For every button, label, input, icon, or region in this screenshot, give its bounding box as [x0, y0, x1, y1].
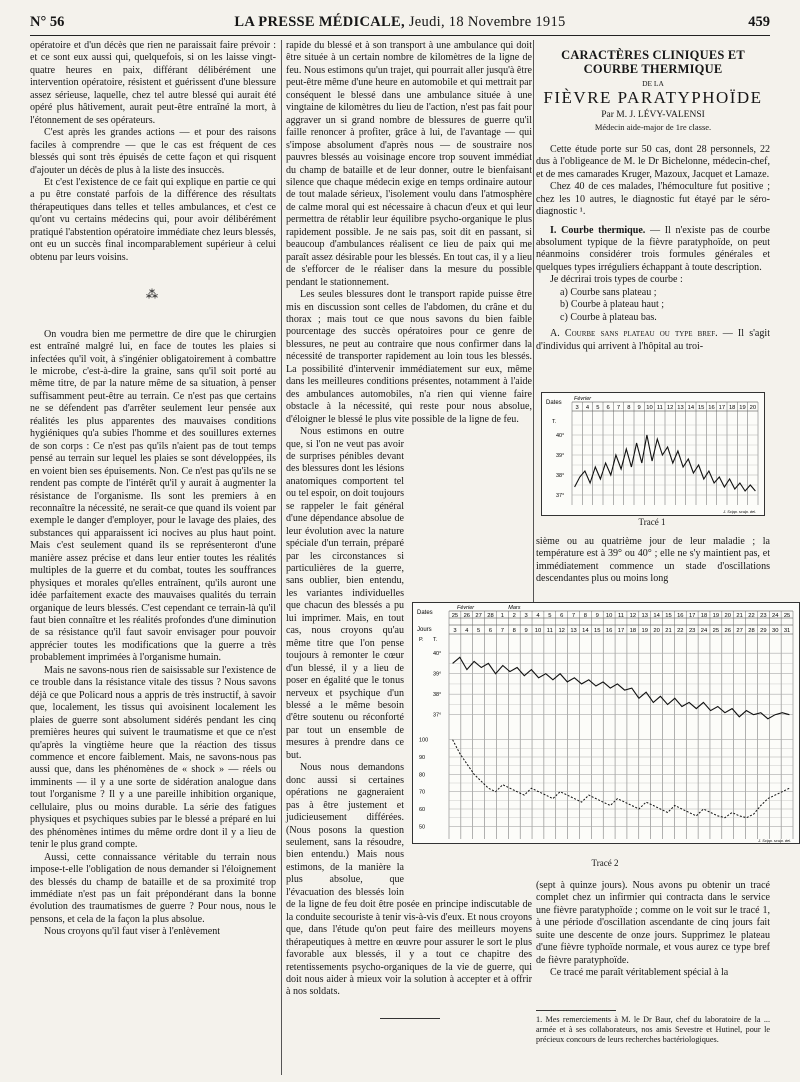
day-tick-label: 30 — [771, 628, 779, 634]
day-tick-label: 13 — [570, 628, 577, 634]
x-tick-label: 9 — [637, 405, 641, 411]
journal-title-line — [30, 14, 770, 31]
date-tick-label: 21 — [736, 613, 743, 619]
subsection-heading: A. Courbe sans plateau ou type bref. — [550, 328, 718, 340]
date-tick-label: 23 — [760, 613, 767, 619]
pulse-tick-label: 60 — [419, 807, 426, 813]
date-tick-label: 26 — [463, 613, 471, 619]
date-tick-label: 14 — [653, 613, 660, 619]
article-title: CARACTÈRES CLINIQUES ET COURBE THERMIQUE — [561, 48, 745, 76]
paragraph: On voudra bien me permettre de dire que le chirurgien est entraîné malgré lui, en face de toutes les plaies si infectées qu'il voit, à s'ingénier obligatoirement à combattre le microbe, c'est-à-dire la graine, sans qu'il soit porté au même titre, de par la nature même de sa situation, à penser suffisamment peut-être au terrain. Ce n'est pas que certains ne se défendent pas d'arrêter seulement leur pensée aux réalités les plus apparentes des mauvaises conditions hygiéniques qu'a subies l'homme et des souillures externes de son corps : Ce n'est pas qu'ils n'aient pas de tout temps pensé au terrain sur lequel les plaies se sont développées, ils en voient bien ses épuisements. Non. Ce n'est pas qu'ils ne se rendent pas compte de l'intérêt qu'il y aurait à augmenter la résistance de l'organisme. Ils sont les premiers à en reconnaître la nécessité, ne serait-ce que quand ils voient par exemple le danger d'employer, pour le lavage des plaies, des substances qui apparaissent ici nocives au plus haut point. Mais c'est seulement quand ils se représenteront d'une manière assez précise et dans leur entier toutes les réalités multiples de la guerre et du combat, toutes les souffrances physiques et morales qu'elles entraînent, qu'ils auront une idée parfaitement exacte des mauvaises qualités du terrain organique de leurs blessés. C'est cependant ce terrain-là qu'il faut bien connaître et les réalités profondes d'une diminution de sa résistance qu'il faut savoir envisager pour pouvoir apprécier toutes les modifications que la guerre a très probablement imprimées à l'organisme humain. — [30, 328, 276, 664]
paragraph: Cette étude porte sur 50 cas, dont 28 personnels, 22 dus à l'obligeance de M. le Dr Bichelonne, médecin-chef, et de mes camarades Kruger, Mazoux, Jacquet et Lamaze. — [536, 143, 770, 180]
day-tick-label: 17 — [617, 628, 625, 634]
date-tick-label: 9 — [595, 613, 599, 619]
day-tick-label: 29 — [760, 628, 767, 634]
x-tick-label: 7 — [616, 405, 621, 411]
x-tick-label: 11 — [656, 405, 663, 411]
column-divider — [281, 40, 282, 1075]
paragraph: Et c'est l'existence de ce fait qui explique en partie ce qui a pu être constaté parfois de la différence des résultats thérapeutiques dans telles et telles ambulances, et c'est ce qu'ont vu certains médecins qui, pour avoir délibérément pratiqué l'abstention opératoire immédiate chez leurs blessés, ont eu un succès final incomparablement supérieur à celui obtenu par leurs voisins. — [30, 176, 276, 263]
paragraph: opératoire et d'un décès que rien ne paraissait faire prévoir : et ce sont eux aussi qui, quelquefois, si on les laisse vingt-quatre heures en paix, différant délibérément une intervention opératoire, résistent et guérissent d'une blessure assez sérieuse, laquelle, chez tel autre blessé qui aurait été opéré plus hâtivement, aurait peut-être entraîné la mort, à l'étonnement de ses opérateurs. — [30, 40, 276, 126]
date-tick-label: 7 — [571, 613, 576, 619]
day-tick-label: 12 — [558, 628, 565, 634]
x-tick-label: 8 — [627, 405, 631, 411]
figure-trace-2 — [412, 602, 800, 844]
header-rule — [30, 35, 770, 36]
date-tick-label: 19 — [712, 613, 720, 619]
x-tick-label: 13 — [677, 405, 684, 411]
pulse-tick-label: 50 — [419, 824, 426, 831]
date-tick-label: 12 — [629, 613, 637, 619]
paragraph: C'est après les grandes actions — et pour des raisons faciles à comprendre — que le cas est fréquent de ces blessés qui sont très épuisés de cette façon et qui risquent d'ajouter un décès de plus à la liste des insuccès. — [30, 127, 276, 176]
day-tick-label: 6 — [488, 628, 493, 634]
section-heading: I. Courbe thermique. — [550, 224, 646, 236]
footnote-rule — [536, 1010, 616, 1011]
list-item: c) Courbe à plateau bas. — [560, 311, 657, 323]
x-tick-label: 16 — [708, 405, 715, 411]
y-axis-label: P. — [419, 637, 424, 643]
temp-tick-label: 39° — [433, 671, 442, 678]
date-tick-label: 20 — [724, 613, 731, 619]
day-tick-label: 5 — [477, 628, 481, 634]
x-tick-label: 4 — [585, 405, 590, 411]
journal-name: LA PRESSE MÉDICALE, — [234, 14, 405, 30]
end-rule — [380, 1018, 440, 1019]
date-tick-label: 6 — [560, 613, 564, 619]
x-tick-label: 5 — [596, 405, 600, 411]
paragraph: Mais ne savons-nous rien de saisissable sur l'existence de ce trouble dans la résistance vitale des tissus ? Nous savons déjà ce que Policard nous a appris de très instructif, à savoir que, localement, les tissus qui avoisinent localement les plaies de guerre sont absolument sidérés pendant les cinq premières heures qui suivent le traumatisme et que ce n'est qu'après la vingtième heure que la réaction des tissus commence et encore faiblement. Mais, ne savons-nous pas aussi que, dans les phénomènes de « shock » — réels ou imminents — il y a une sorte de sidération analogue dans tout l'organisme ? Il y a une pareille inhibition organique, cellulaire, plus ou moins durable. La série des fatigues physiques et psychiques subies par le blessé a préparé en lui des phénomènes intimes du même ordre dont il y a lieu de tenir le plus grand compte. — [30, 664, 276, 851]
paragraph: — Il n'existe pas de courbe absolument typique de la fièvre paratyphoïde, on peut néanmoins considérer trois formules générales et quelques types irréguliers échappant à toute description. — [536, 224, 770, 273]
paragraph: Nous nous demandons donc aussi si certaines opérations ne gagneraient pas à être justement et judicieusement différées. (Nous posons la question seulement, sans la résoudre, bien entendu.) Mais nous estimons, de la manière la plus absolue, que l'évacuation des blessés loin de la ligne de feu doit être posée en principe indiscutable de la conduite secouriste à tenir vis-à-vis d'eux. Et nous croyons que, dans l'étude qu'on peut faire des meilleurs moyens thérapeutiques à mettre en œuvre pour assurer le sort le plus favorable aux blessés, il y a tout ce chapitre des retentissements psycho-organiques de la vie de guerre, qui doit nous aider à mieux voir la solution à accepter et à offrir à nos soldats. — [286, 762, 532, 998]
x-tick-label: 3 — [575, 405, 579, 411]
day-tick-label: 24 — [700, 628, 708, 634]
article-continued — [536, 880, 770, 980]
figure-caption: Tracé 1 — [638, 517, 666, 527]
day-tick-label: 31 — [783, 628, 791, 634]
month-label: Février — [457, 605, 475, 611]
x-tick-label: 6 — [606, 405, 610, 411]
day-tick-label: 26 — [724, 628, 731, 634]
date-tick-label: 3 — [524, 613, 528, 619]
column-2 — [286, 40, 532, 999]
day-tick-label: 18 — [629, 628, 637, 634]
day-tick-label: 27 — [736, 628, 743, 634]
issue-date: Jeudi, 18 Novembre 1915 — [408, 14, 566, 30]
date-tick-label: 22 — [748, 613, 755, 619]
day-tick-label: 25 — [712, 628, 720, 634]
x-tick-label: 14 — [687, 405, 695, 411]
paragraph: (sept à quinze jours). Nous avons pu obtenir un tracé complet chez un infirmier qui contracta dans le service une fièvre paratyphoïde ; comme on le voit sur le tracé 1, à une période d'oscillation ascendante de cinq jours fait suite une descente de onze jours. Supprimez le plateau d'une fièvre typhoïde normale, et vous aurez ce type bref de fièvre paratyphoïde. — [536, 880, 770, 966]
x-tick-label: 12 — [666, 405, 674, 411]
paragraph: Nous croyons qu'il faut viser à l'enlèvement — [44, 926, 221, 938]
day-tick-label: 15 — [594, 628, 601, 634]
article-author: Par M. J. LÉVY-VALENSI — [601, 109, 705, 120]
paragraph: rapide du blessé et à son transport à une ambulance qui doit être située à un certain nombre de kilomètres de la ligne de feu. Nous estimons qu'un trajet, qui pourrait aller jusqu'à être peut-être même d'une heure en automobile et qui mettrait par conséquent le blessé dans une ambulance située à une vingtaine de kilomètres du lieu de l'action, n'est pas fait pour aggraver un si grand nombre de blessures de guerre qu'il faille renoncer à profiter, grâce à lui, de l'avantage — qui s'impose absolument d'après nous — de soustraire nos pauvres blessés au voisinage encore trop souvent immédiat du champ de bataille et de leur donner, outre le bienfaisant silence que chaque médecin exige en temps ordinaire autour de tout malade sérieux, l'isolement voulu dans l'atmosphère de calme moral qui est nécessaire à chacun d'eux et qui leur permettra de rétablir leur équilibre psycho-organique le plus rapidement possible. Je ne sais pas, soit dit en passant, si beaucoup d'ambulances réalisent ce lieu de paix qui me paraît assez désirable pour les blessés. En tout cas, il y a lieu de s'efforcer de le réaliser dans la mesure du possible pendant le stationnement. — [286, 40, 532, 288]
day-tick-label: 8 — [512, 628, 516, 634]
paragraph: Aussi, cette connaissance véritable du terrain nous impose-t-elle l'obligation de nous demander si l'éloignement des blessés du champ de bataille et de sa proximité trop immédiate n'est pas un fait prépondérant dans la bonne évolution des traumatismes de guerre ? Pour nous, nous le pensons, et cela de la façon la plus absolue. — [30, 851, 276, 925]
y-tick-label: 37° — [556, 493, 565, 499]
pulse-tick-label: 100 — [419, 737, 429, 744]
y-tick-label: 39° — [556, 453, 565, 459]
date-tick-label: 5 — [548, 613, 552, 619]
figure-caption: Tracé 2 — [591, 858, 619, 868]
paragraph: Chez 40 de ces malades, l'hémoculture fut positive ; chez les 10 autres, le diagnostic fut étayé par le séro-diagnostic ¹. — [536, 181, 770, 218]
x-tick-label: 17 — [718, 405, 726, 411]
article-title-joiner: DE LA — [642, 79, 664, 88]
date-tick-label: 24 — [771, 613, 779, 619]
month-label: Février — [574, 396, 592, 402]
date-tick-label: 4 — [536, 613, 540, 619]
temperature-chart-1 — [542, 393, 764, 515]
issue-number: N° 56 — [30, 14, 65, 30]
temperature-series-line — [453, 657, 790, 719]
y-tick-label: 38° — [556, 473, 565, 479]
day-tick-label: 9 — [524, 628, 528, 634]
x-tick-label: 10 — [646, 405, 653, 411]
date-tick-label: 1 — [500, 613, 504, 619]
day-tick-label: 22 — [677, 628, 684, 634]
temperature-pulse-chart-2 — [413, 603, 799, 843]
column-1 — [30, 40, 276, 939]
footnote: 1. Mes remerciements à M. le Dr Baur, chef du laboratoire de la ... armée et à ses collaborateurs, nos amis Sevestre et Hutinel, pour le précieux concours de leurs recherches bactériologiques. — [536, 1015, 770, 1044]
month-label: Mars — [508, 605, 521, 611]
day-tick-label: 10 — [534, 628, 542, 634]
article-continued — [536, 536, 770, 586]
date-tick-label: 8 — [583, 613, 588, 619]
paragraph: Nous estimons en outre que, si l'on ne veut pas avoir de surprises pénibles devant des blessures dont les lésions anatomiques comportent tel ou tel espoir, on doit toujours se rappeler le fait général d'une dépendance absolue de leur évolution avec la nature spéciale d'un terrain, préparé par les circonstances si particulières de la guerre, sans oublier, bien entendu, les variantes individuelles que chacun des blessés a pu lui imprimer. Mais, en tout cas, nous croyons qu'au même titre que l'on pense toujours à remonter le cœur d'un blessé, il y a lieu de poser en égalité que le tonus nerveux et psychique d'un blessé a le même besoin d'être soutenu ou réconforté par tout un ensemble de mesures à prendre dans ce but. — [286, 426, 404, 761]
date-tick-label: 17 — [688, 613, 696, 619]
day-tick-label: 14 — [582, 628, 589, 634]
y-axis-label: T. — [433, 637, 438, 643]
day-tick-label: 7 — [500, 628, 504, 634]
day-tick-label: 28 — [748, 628, 755, 634]
day-tick-label: 19 — [641, 628, 648, 634]
list-item: b) Courbe à plateau haut ; — [560, 299, 665, 311]
day-tick-label: 23 — [688, 628, 696, 634]
paragraph: Je décrirai trois types de courbe : — [550, 274, 683, 286]
temp-tick-label: 38° — [433, 692, 442, 699]
author-role: Médecin aide-major de 1re classe. — [594, 122, 712, 133]
date-tick-label: 2 — [512, 613, 516, 619]
temp-tick-label: 37° — [433, 712, 442, 719]
day-tick-label: 20 — [653, 628, 660, 634]
x-tick-label: 19 — [739, 405, 746, 411]
paragraph: Ce tracé me paraît véritablement spécial à la — [550, 967, 729, 979]
date-tick-label: 10 — [605, 613, 613, 619]
x-tick-label: 20 — [749, 405, 757, 411]
day-tick-label: 21 — [665, 628, 672, 634]
page-number: 459 — [748, 14, 770, 30]
date-tick-label: 13 — [641, 613, 648, 619]
x-tick-label: 18 — [728, 405, 736, 411]
date-tick-label: 28 — [487, 613, 494, 619]
figure-trace-1 — [541, 392, 765, 516]
row-label: Jours — [417, 627, 432, 633]
pulse-tick-label: 70 — [419, 789, 426, 796]
engraver-credit: J. Scipp. sculp. del. — [758, 839, 791, 843]
article-subject: FIÈVRE PARATYPHOÏDE — [543, 88, 763, 108]
date-tick-label: 16 — [677, 613, 684, 619]
paragraph: Les seules blessures dont le transport rapide puisse être mis en discussion sont celles de l'abdomen, du crâne et du thorax ; mais tout ce que nous savons du bien faible pourcentage des succès opératoires pour ce genre de blessures, ne peut au contraire que nous confirmer dans la nécessité de transporter rapidement au loin tous les blessés. La possibilité d'intervenir immédiatement sur eux, même dans les meilleures conditions présentes, notamment à l'aide des ambulances automobiles, n'a rien qui vienne faire obstacle à la nécessité, qui reste pour nous absolue, d'éloigner le blessé le plus vite possible de la ligne de feu. — [286, 289, 532, 425]
y-axis-label: T. — [552, 419, 557, 425]
footnotes — [536, 1010, 770, 1045]
article-column — [536, 40, 770, 353]
pulse-tick-label: 90 — [419, 755, 426, 761]
pulse-series-line — [453, 740, 790, 818]
date-tick-label: 25 — [783, 613, 791, 619]
x-tick-label: 15 — [697, 405, 705, 411]
date-tick-label: 15 — [665, 613, 672, 619]
list-item: a) Courbe sans plateau ; — [560, 286, 657, 298]
date-tick-label: 18 — [700, 613, 708, 619]
date-tick-label: 25 — [451, 613, 459, 619]
paragraph: — Il s'agit d'individus qui arrivent à l'hôpital au troi- — [536, 328, 770, 352]
day-tick-label: 3 — [453, 628, 457, 634]
temp-tick-label: 40° — [433, 651, 442, 658]
row-label: Dates — [546, 400, 562, 406]
date-tick-label: 11 — [617, 613, 625, 619]
section-separator: ⁂ — [146, 287, 160, 302]
row-label: Dates — [417, 610, 433, 616]
y-tick-label: 40° — [556, 433, 565, 439]
engraver-credit: J. Scipp. sculp. del. — [723, 510, 756, 514]
day-tick-label: 4 — [465, 628, 469, 634]
day-tick-label: 16 — [605, 628, 613, 634]
pulse-tick-label: 80 — [419, 772, 426, 779]
day-tick-label: 11 — [546, 628, 553, 634]
date-tick-label: 27 — [475, 613, 482, 619]
paragraph: sième ou au quatrième jour de leur maladie ; la température est à 39° ou 40° ; elle ne s'y maintient pas, et immédiatement commence un stade d'oscillations descendantes plus ou moins long — [536, 536, 770, 585]
running-header — [30, 14, 770, 32]
